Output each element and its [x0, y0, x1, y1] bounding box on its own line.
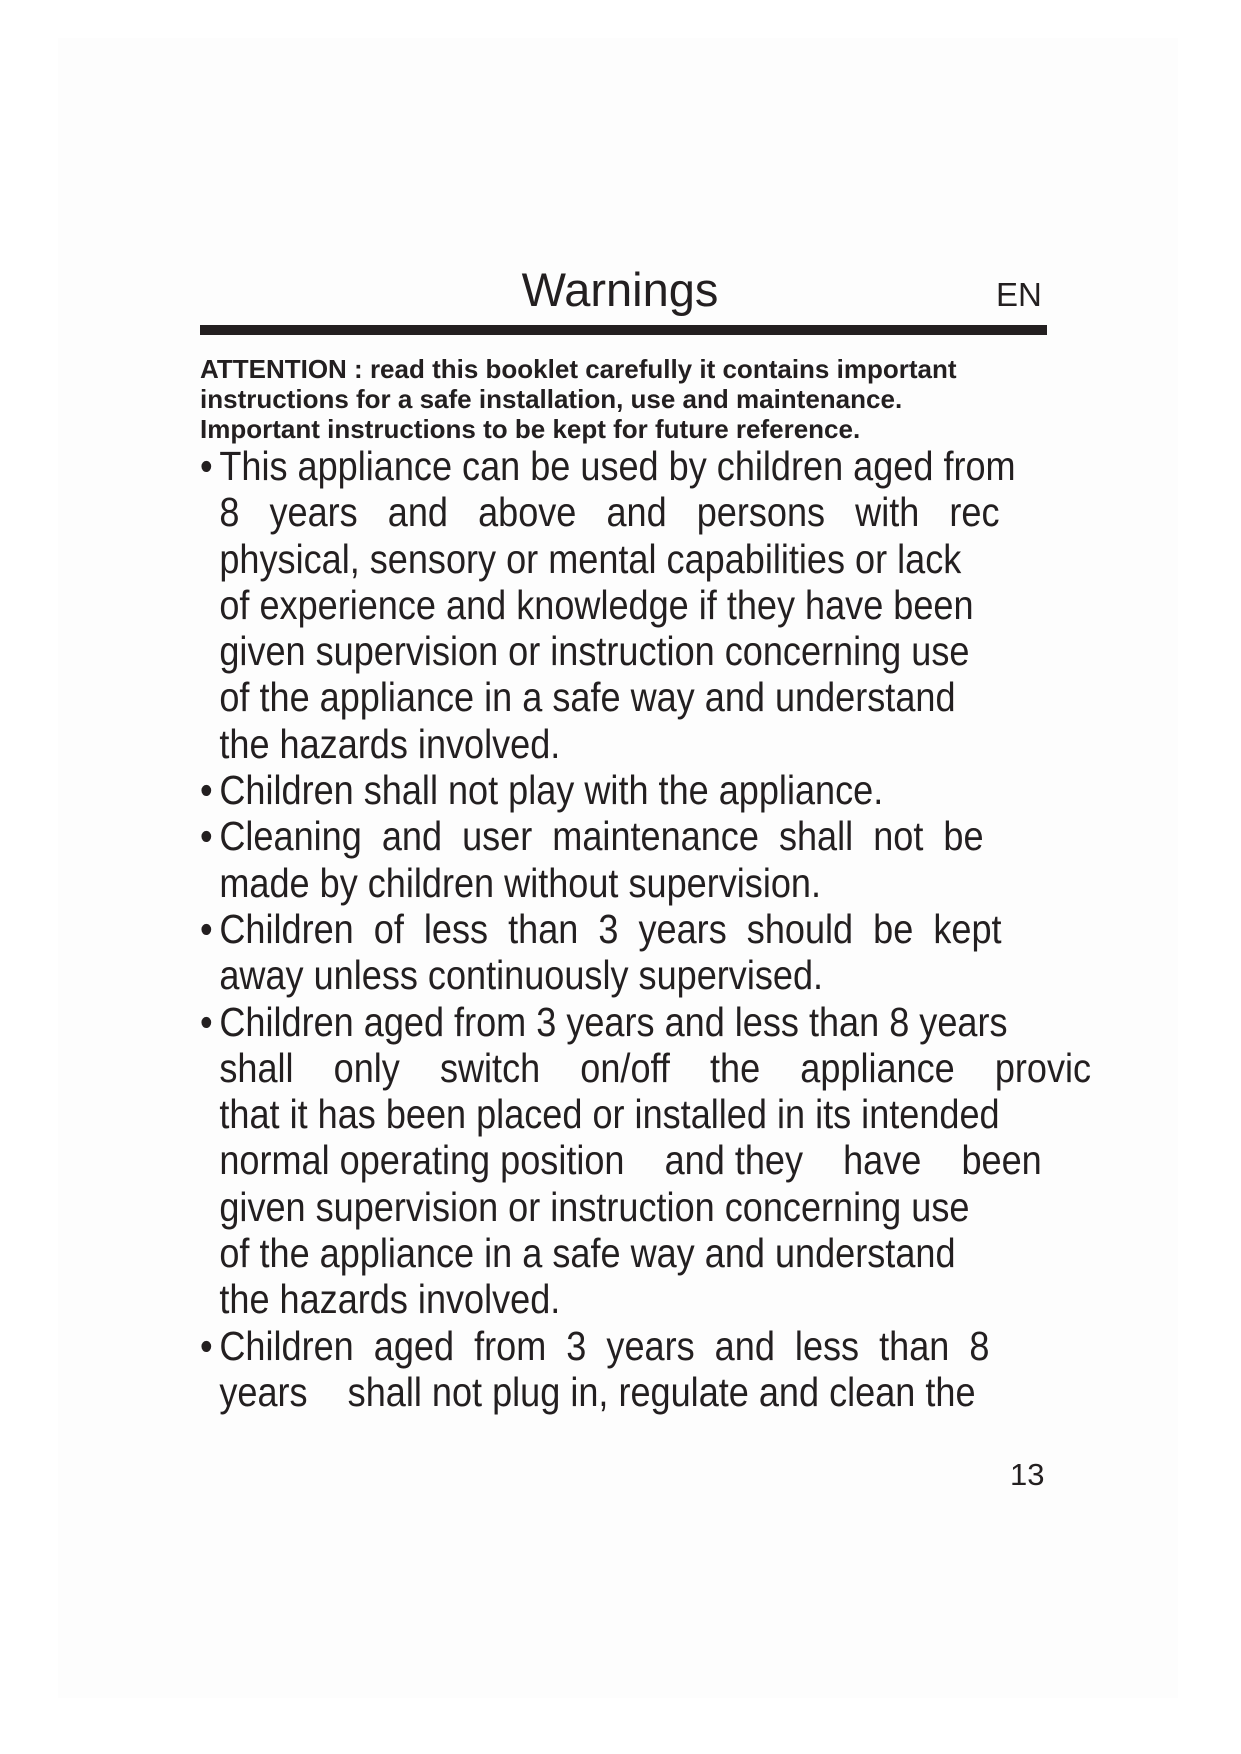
warning-item	[200, 443, 1071, 767]
warning-line	[200, 860, 1071, 906]
warning-line	[200, 1276, 1071, 1322]
warning-text: given supervision or instruction concerning use	[219, 1183, 970, 1230]
warning-text: the hazards involved.	[219, 1276, 561, 1323]
warning-line	[200, 999, 1071, 1045]
page-title: Warnings	[521, 263, 719, 316]
warning-text: away unless continuously supervised.	[219, 952, 824, 999]
warning-text: normal operating position and they have been	[219, 1137, 1042, 1184]
warning-line	[200, 1044, 1092, 1091]
warning-item	[200, 1323, 1071, 1416]
warning-line	[200, 674, 1071, 720]
warning-text: that it has been placed or installed in its intended	[219, 1091, 1000, 1138]
bullet-icon: •	[200, 443, 213, 489]
warning-line	[200, 1230, 1071, 1276]
warning-line	[200, 1184, 1071, 1230]
warning-item	[200, 767, 1071, 813]
warning-item	[200, 813, 1071, 906]
warning-text: Children aged from 3 years and less than 8 years	[219, 998, 1008, 1045]
warning-text: years shall not plug in, regulate and clean the	[219, 1368, 976, 1415]
warning-text: the hazards involved.	[219, 720, 561, 767]
warning-line	[200, 1137, 1071, 1183]
bullet-icon: •	[200, 998, 213, 1045]
warnings-list	[200, 443, 1092, 1415]
warning-line	[200, 1091, 1071, 1137]
warning-line	[200, 536, 1071, 582]
warning-line	[200, 1369, 1071, 1415]
warning-text: of the appliance in a safe way and understand	[219, 674, 956, 721]
warning-line	[200, 721, 1071, 767]
warning-text: 8 years and above and persons with rec	[219, 489, 1000, 536]
warning-item	[200, 906, 1071, 999]
warning-text: This appliance can be used by children aged from	[219, 443, 1016, 489]
warning-line	[200, 952, 1071, 998]
page-number: 13	[1010, 1457, 1045, 1492]
warning-text: physical, sensory or mental capabilities or lack	[219, 535, 962, 582]
warning-line	[200, 767, 1071, 813]
bullet-icon: •	[200, 905, 213, 952]
bullet-icon: •	[200, 767, 213, 814]
bullet-icon: •	[200, 813, 213, 860]
warning-text: of the appliance in a safe way and understand	[219, 1230, 956, 1277]
language-code: EN	[996, 276, 1042, 313]
warning-text: Children of less than 3 years should be kept	[219, 905, 1002, 952]
bullet-icon: •	[200, 1322, 213, 1369]
warning-text: Cleaning and user maintenance shall not be	[219, 813, 984, 860]
attention-line: Important instructions to be kept for future reference.	[200, 414, 861, 444]
warning-line	[200, 906, 1071, 952]
warning-text: shall only switch on/off the appliance provic	[219, 1044, 1092, 1091]
attention-line: instructions for a safe installation, use and maintenance.	[200, 384, 903, 414]
warning-item	[200, 998, 1092, 1323]
warning-text: Children aged from 3 years and less than 8	[219, 1322, 990, 1369]
warning-line	[200, 628, 1071, 674]
warning-line	[200, 489, 1071, 535]
header-rule	[200, 325, 1047, 335]
attention-line: ATTENTION : read this booklet carefully it contains important	[200, 354, 957, 384]
warning-line	[200, 813, 1071, 859]
warning-line	[200, 443, 1071, 489]
warning-text: of experience and knowledge if they have been	[219, 581, 974, 628]
warning-text: Children shall not play with the appliance.	[219, 767, 884, 814]
warning-line	[200, 582, 1071, 628]
attention-notice	[200, 354, 1080, 444]
warning-text: made by children without supervision.	[219, 859, 822, 906]
warning-text: given supervision or instruction concerning use	[219, 628, 970, 675]
warning-line	[200, 1323, 1071, 1369]
